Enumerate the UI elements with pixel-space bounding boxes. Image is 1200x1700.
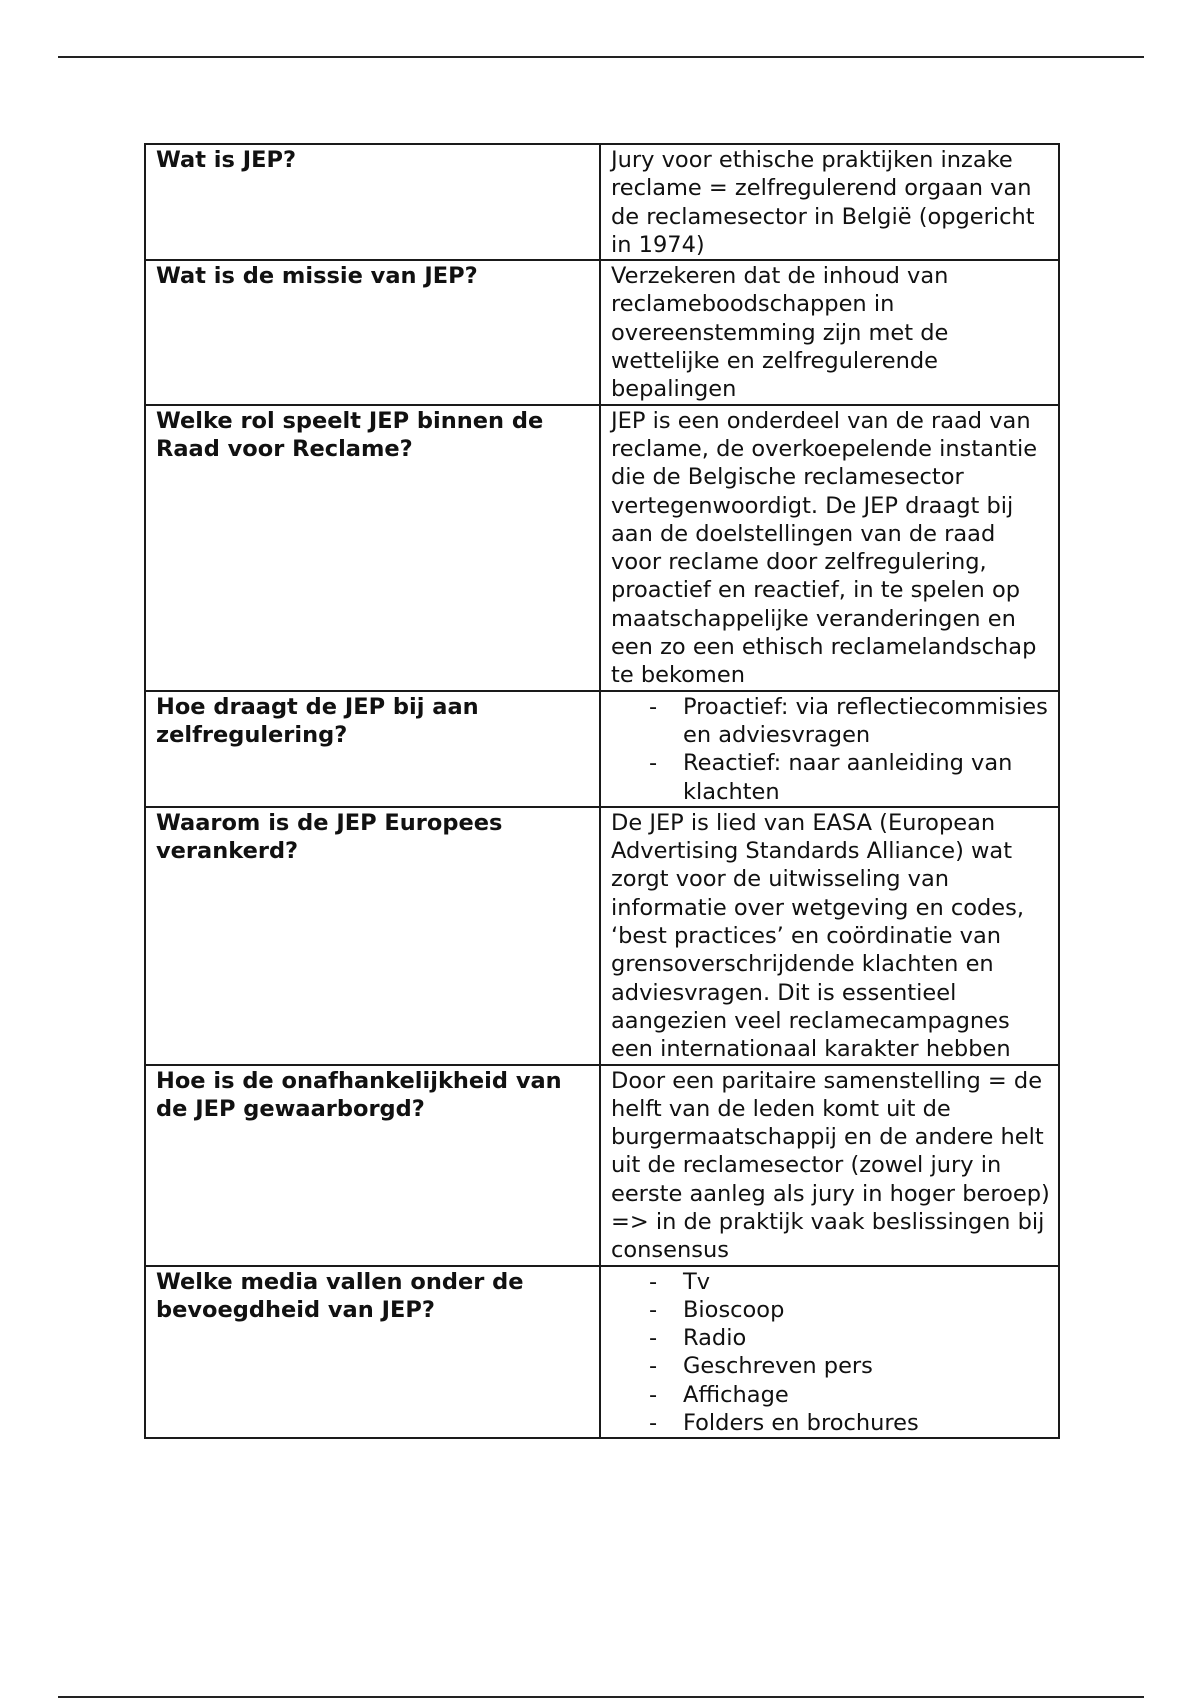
- question-cell: Waarom is de JEP Europees verankerd?: [145, 807, 600, 1065]
- list-item: - Geschreven pers: [649, 1352, 1050, 1380]
- answer-list: [611, 693, 1050, 806]
- question-cell: Welke rol speelt JEP binnen de Raad voor Reclame?: [145, 405, 600, 691]
- footer-rule: [58, 1696, 1144, 1698]
- table-row: [145, 691, 1059, 807]
- question-cell: Wat is JEP?: [145, 144, 600, 260]
- list-item: - Affichage: [649, 1381, 1050, 1409]
- table-row: [145, 144, 1059, 260]
- question-cell: Hoe is de onafhankelijkheid van de JEP gewaarborgd?: [145, 1065, 600, 1266]
- list-item: - Folders en brochures: [649, 1409, 1050, 1437]
- list-item: - Tv: [649, 1268, 1050, 1296]
- qa-table: [144, 143, 1060, 1439]
- answer-cell: Verzekeren dat de inhoud van reclameboodschappen in overeenstemming zijn met de wettelijke en zelfregulerende bepalingen: [600, 260, 1059, 404]
- list-item: - Proactief: via reflectiecommisies en adviesvragen: [649, 693, 1050, 750]
- question-cell: Hoe draagt de JEP bij aan zelfregulering?: [145, 691, 600, 807]
- header-rule: [58, 56, 1144, 58]
- table-row: [145, 405, 1059, 691]
- answer-cell: [600, 1266, 1059, 1439]
- answer-list: [611, 1268, 1050, 1438]
- answer-cell: Door een paritaire samenstelling = de helft van de leden komt uit de burgermaatschappij en de andere helt uit de reclamesector (zowel jury in eerste aanleg als jury in hoger beroep) => in de praktijk vaak beslissingen bij consensus: [600, 1065, 1059, 1266]
- table-row: [145, 260, 1059, 404]
- question-cell: Welke media vallen onder de bevoegdheid van JEP?: [145, 1266, 600, 1439]
- answer-cell: [600, 691, 1059, 807]
- list-item: - Radio: [649, 1324, 1050, 1352]
- table-row: [145, 1065, 1059, 1266]
- answer-cell: JEP is een onderdeel van de raad van reclame, de overkoepelende instantie die de Belgische reclamesector vertegenwoordigt. De JEP draagt bij aan de doelstellingen van de raad voor reclame door zelfregulering, proactief en reactief, in te spelen op maatschappelijke veranderingen en een zo een ethisch reclamelandschap te bekomen: [600, 405, 1059, 691]
- answer-cell: Jury voor ethische praktijken inzake reclame = zelfregulerend orgaan van de reclamesector in België (opgericht in 1974): [600, 144, 1059, 260]
- table-row: [145, 807, 1059, 1065]
- question-cell: Wat is de missie van JEP?: [145, 260, 600, 404]
- table-row: [145, 1266, 1059, 1439]
- answer-cell: De JEP is lied van EASA (European Advertising Standards Alliance) wat zorgt voor de uitwisseling van informatie over wetgeving en codes, ‘best practices’ en coördinatie van grensoverschrijdende klachten en adviesvragen. Dit is essentieel aangezien veel reclamecampagnes een internationaal karakter hebben: [600, 807, 1059, 1065]
- list-item: - Reactief: naar aanleiding van klachten: [649, 749, 1050, 806]
- list-item: - Bioscoop: [649, 1296, 1050, 1324]
